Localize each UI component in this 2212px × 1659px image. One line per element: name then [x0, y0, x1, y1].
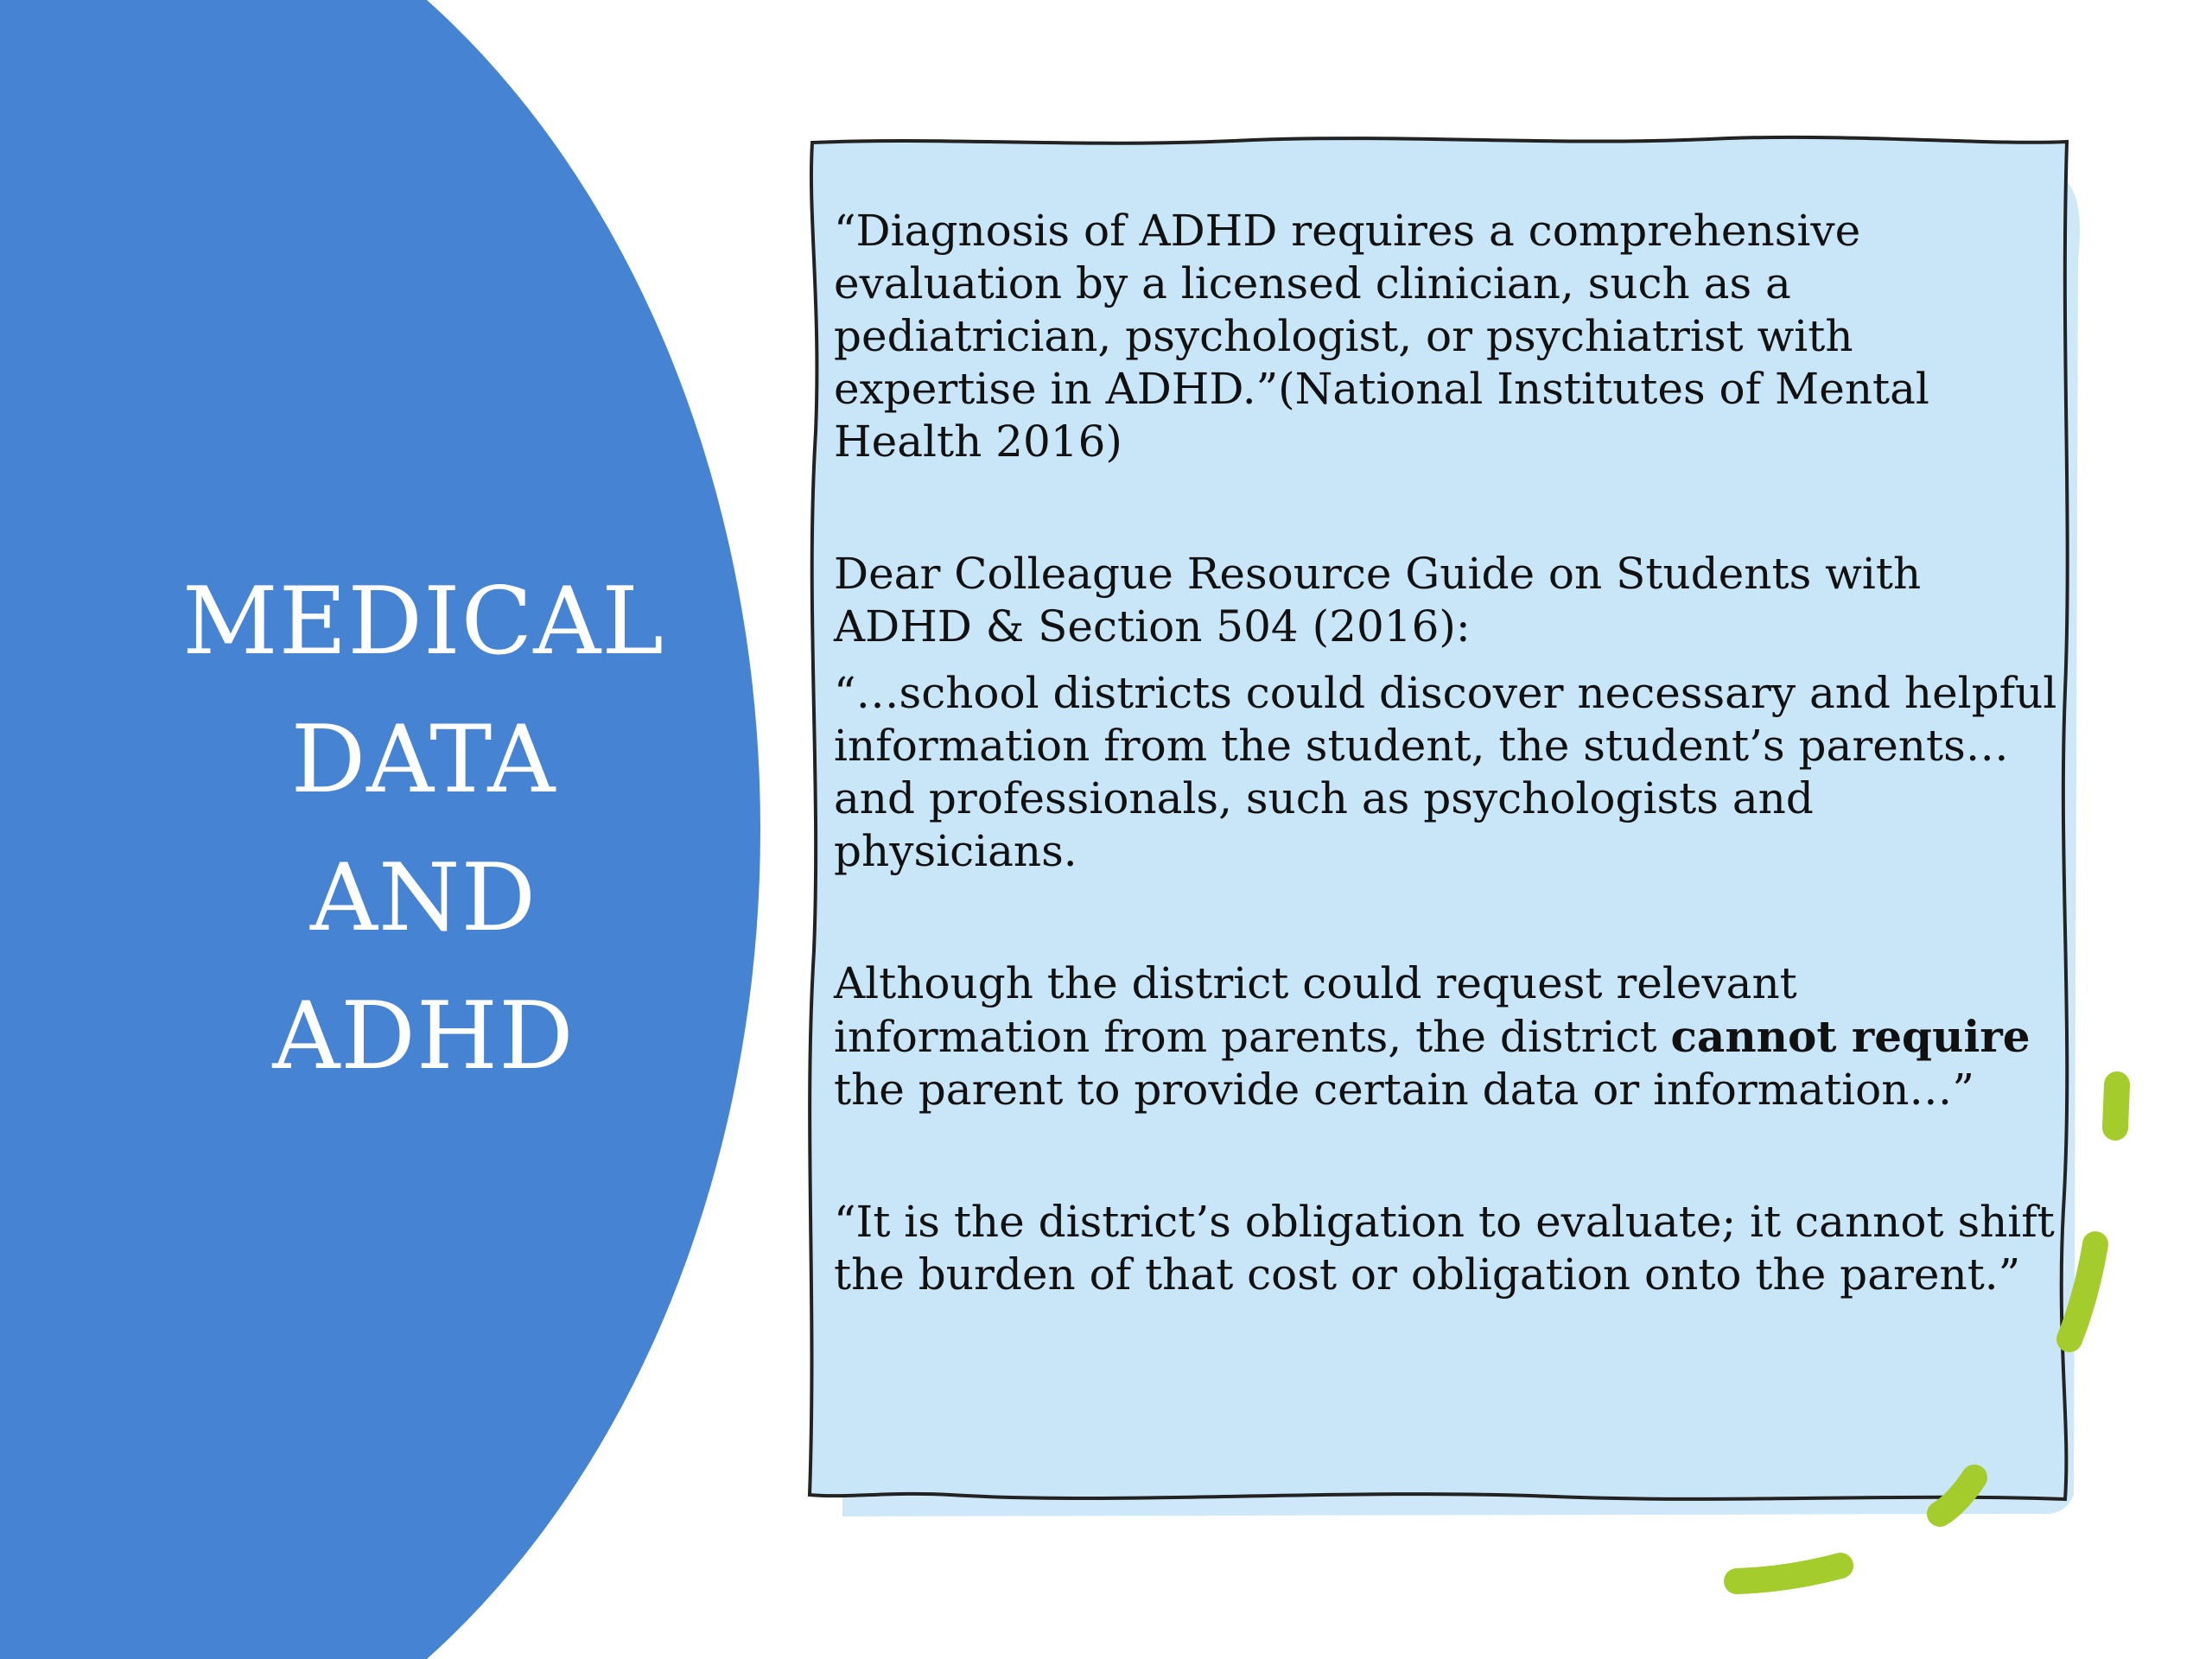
guide-heading: Dear Colleague Resource Guide on Students with ADHD & Section 504 (2016): — [834, 549, 1922, 652]
quote-text: the parent to provide certain data or information…” — [834, 1065, 1974, 1115]
title-line: ADHD — [272, 982, 575, 1090]
title-line: MEDICAL — [181, 568, 665, 676]
title-line: AND — [309, 844, 537, 952]
guide-quote: “…school districts could discover necessary and helpful information from the student, the student’s parents…and professionals, such as psychologists and physicians. — [834, 668, 2057, 876]
nimh-quote: “Diagnosis of ADHD requires a comprehensive evaluation by a licensed clinician, such as a pediatrician, psychologist, or psychiatrist with expertise in ADHD.”(National Institutes of Mental Health 2016) — [834, 206, 1929, 467]
slide-title — [121, 553, 726, 1106]
district-request-quote — [834, 957, 2061, 1116]
obligation-quote: “It is the district’s obligation to evaluate; it cannot shift the burden of that cost or obligation onto the parent.” — [834, 1197, 2055, 1300]
quote-box-text — [834, 205, 2061, 1301]
title-line: DATA — [290, 706, 556, 814]
emphasis-text: cannot require — [1670, 1011, 2031, 1062]
quote-text: Although the district could request relevant information from parents, the district — [834, 958, 1797, 1062]
